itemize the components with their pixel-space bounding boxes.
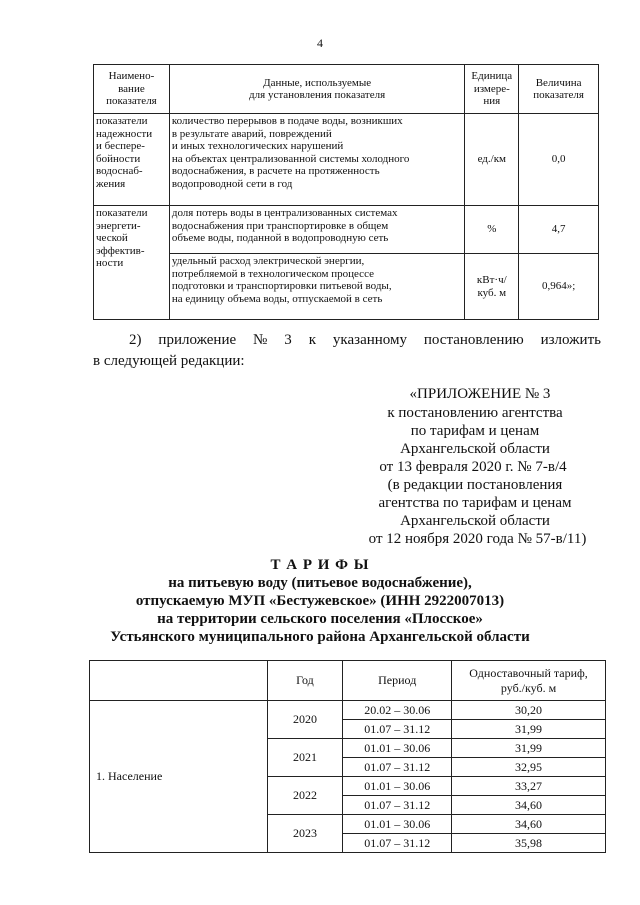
paragraph-word: к (308, 332, 316, 348)
group-name-line: эффектив- (96, 244, 145, 257)
header-year: Год (267, 661, 343, 701)
indicator-unit: % (465, 206, 519, 254)
paragraph-word: постановлению (423, 332, 524, 348)
group-name-line: водоснаб- (96, 165, 143, 177)
appendix-line: Архангельской области (400, 513, 550, 529)
header-period: Период (343, 661, 452, 701)
group-name-reliability (94, 114, 170, 206)
appendix-line: «ПРИЛОЖЕНИЕ № 3 (409, 386, 551, 402)
tariffs-header-row (90, 661, 606, 701)
appendix-line: по тарифам и ценам (410, 423, 540, 439)
data-line: доля потерь воды в централизованных системах (171, 207, 398, 219)
paragraph-line-2: в следующей редакции: (93, 353, 245, 369)
tariff-cell: 33,27 (452, 777, 606, 796)
paragraph-word: приложение (158, 332, 237, 348)
data-line: количество перерывов в подаче воды, возникших (171, 115, 403, 127)
group-name-line: энергети- (96, 219, 141, 232)
appendix-line: Архангельской области (400, 441, 550, 457)
tariff-title-line: Устьянского муниципального района Архангельской области (110, 629, 530, 645)
data-line: подготовки и транспортировки питьевой воды, (171, 280, 392, 292)
data-line: объеме воды, поданной в водопроводную сеть (171, 232, 389, 244)
tariff-cell: 35,98 (452, 834, 606, 853)
header-unit (465, 65, 519, 114)
header-value (519, 65, 599, 114)
header-unit-line: измере- (473, 82, 510, 95)
data-line: на объектах централизованной системы холодного (171, 152, 410, 165)
header-unit-line: Единица (471, 70, 513, 83)
header-data-line: Данные, используемые (263, 76, 372, 89)
indicators-table (93, 64, 599, 320)
header-name-line: Наимено- (108, 70, 155, 83)
indicators-header-row (94, 65, 599, 114)
indicator-value: 0,964»; (519, 254, 599, 320)
data-line: удельный расход электрической энергии, (171, 255, 365, 267)
indicator-value: 0,0 (519, 114, 599, 206)
tariff-cell: 30,20 (452, 701, 606, 720)
data-line: потребляемой в технологическом процессе (171, 267, 374, 280)
data-line: водопроводной сети в год (171, 177, 293, 190)
appendix-line: к постановлению агентства (387, 405, 563, 421)
group-name-line: ности (96, 257, 124, 269)
indicator-data (169, 114, 465, 206)
tariff-title-line: отпускаемую МУП «Бестужевское» (ИНН 2922007013) (135, 593, 505, 609)
header-tariff-line: Одноставочный тариф, (469, 665, 588, 680)
period-cell: 01.01 – 30.06 (343, 777, 452, 796)
indicator-value: 4,7 (519, 206, 599, 254)
tariffs-table (89, 660, 606, 853)
appendix-line: от 13 февраля 2020 г. № 7-в/4 (379, 459, 567, 475)
header-name (94, 65, 170, 114)
header-tariff (452, 661, 606, 701)
category-cell: 1. Население (90, 701, 268, 853)
tariff-title (0, 556, 640, 646)
indicator-data (169, 206, 465, 254)
page-number: 4 (317, 36, 323, 50)
header-empty (90, 661, 268, 701)
indicator-unit (465, 254, 519, 320)
indicator-unit: ед./км (465, 114, 519, 206)
unit-line: кВт·ч/ (476, 274, 507, 286)
group-name-line: бойности (96, 152, 141, 165)
table-row (94, 206, 599, 254)
period-cell: 01.07 – 31.12 (343, 758, 452, 777)
appendix-line: агентства по тарифам и ценам (378, 495, 572, 511)
group-name-energy (94, 206, 170, 320)
indicator-data (169, 254, 465, 320)
group-name-line: показатели (96, 115, 148, 127)
tariff-title-line: на питьевую воду (питьевое водоснабжение), (168, 575, 472, 591)
paragraph-word: № (253, 332, 268, 348)
group-name-line: ческой (96, 232, 128, 244)
header-data (169, 65, 465, 114)
tariff-cell: 31,99 (452, 739, 606, 758)
year-cell: 2021 (267, 739, 343, 777)
period-cell: 01.07 – 31.12 (343, 796, 452, 815)
paragraph-word: изложить (540, 332, 601, 348)
year-cell: 2020 (267, 701, 343, 739)
period-cell: 01.01 – 30.06 (343, 739, 452, 758)
paragraph-line-1 (93, 330, 601, 350)
appendix-line: (в редакции постановления (387, 477, 563, 493)
tariff-title-line: на территории сельского поселения «Плосское» (157, 611, 483, 627)
header-unit-line: ния (483, 95, 501, 108)
tariff-cell: 32,95 (452, 758, 606, 777)
tariff-cell: 34,60 (452, 815, 606, 834)
data-line: на единицу объема воды, отпускаемой в сеть (171, 292, 383, 305)
period-cell: 01.07 – 31.12 (343, 834, 452, 853)
table-row (94, 254, 599, 320)
group-name-line: надежности (96, 127, 153, 140)
group-name-line: и беспере- (96, 140, 145, 152)
data-line: водоснабжения, в расчете на протяженность (171, 165, 380, 177)
period-cell: 01.07 – 31.12 (343, 720, 452, 739)
year-cell: 2023 (267, 815, 343, 853)
group-name-line: показатели (96, 207, 148, 219)
appendix-line: от 12 ноября 2020 года № 57-в/11) (368, 531, 587, 547)
period-cell: 20.02 – 30.06 (343, 701, 452, 720)
data-line: и иных технологических нарушений (171, 140, 344, 152)
paragraph-word: 3 (284, 332, 292, 348)
header-tariff-line: руб./куб. м (500, 680, 557, 695)
tariff-title-line: Т А Р И Ф Ы (270, 557, 370, 573)
unit-line: куб. м (477, 286, 507, 299)
data-line: в результате аварий, повреждений (171, 127, 332, 140)
header-value-line: Величина (535, 76, 582, 89)
table-row (90, 701, 606, 720)
year-cell: 2022 (267, 777, 343, 815)
group-name-line: жения (96, 177, 126, 190)
period-cell: 01.01 – 30.06 (343, 815, 452, 834)
header-name-line: показателя (106, 95, 157, 108)
table-row (94, 114, 599, 206)
header-name-line: вание (118, 82, 145, 95)
data-line: водоснабжения при транспортировке в общем (171, 219, 389, 232)
paragraph-word: 2) (129, 332, 142, 348)
header-data-line: для установления показателя (249, 89, 386, 101)
header-value-line: показателя (533, 89, 584, 101)
tariff-cell: 34,60 (452, 796, 606, 815)
tariff-cell: 31,99 (452, 720, 606, 739)
paragraph-word: указанному (332, 332, 407, 348)
